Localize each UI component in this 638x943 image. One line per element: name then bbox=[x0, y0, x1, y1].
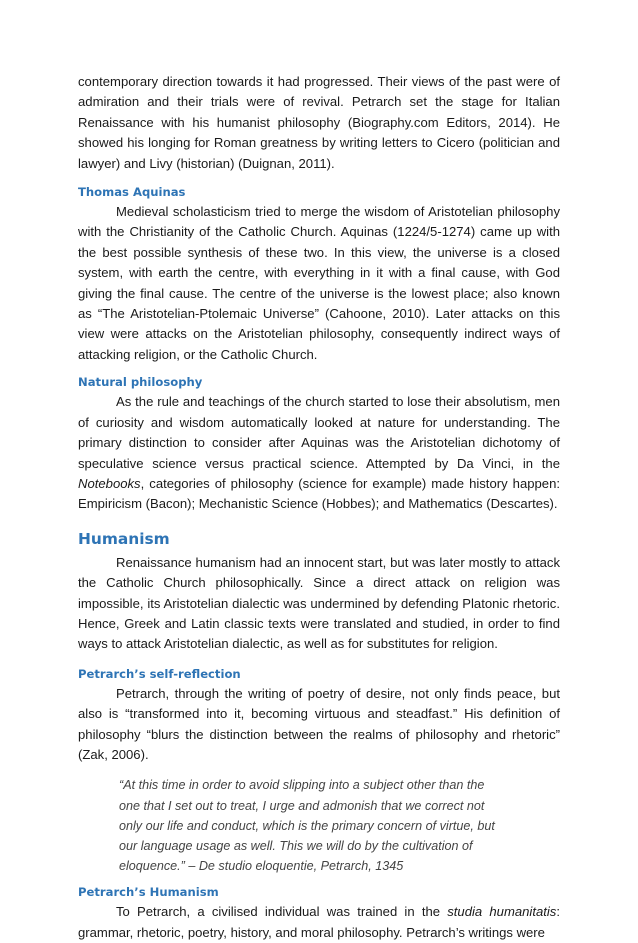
natural-text-before: As the rule and teachings of the church started to lose their absolutism, men of curiosity and wisdom automatically looked at nature for understanding. The primary distinction to consider after Aquinas was the Aristotelian dichotomy of speculative science versus practical science. Attempted by Da Vinci, in the bbox=[78, 394, 560, 471]
heading-petrarch-self-reflection: Petrarch’s self-reflection bbox=[78, 666, 241, 681]
petrarch-humanism-paragraph bbox=[78, 902, 560, 943]
quote-line: our language usage as well. This we will do by the cultivation of bbox=[119, 838, 473, 853]
aquinas-paragraph: Medieval scholasticism tried to merge the wisdom of Aristotelian philosophy with the Christianity of the Catholic Church. Aquinas (1224/5-1274) came up with the best possible synthesis of these two. In this view, the universe is a closed system, with earth the centre, with everything in it with a final cause, with God giving the final cause. The centre of the universe is the lowest place; also known as “The Aristotelian-Ptolemaic Universe” (Cahoone, 2010). Later attacks on this view were attacks on the Aristotelian philosophy, consequently indirect ways of attacking religion, or the Catholic Church. bbox=[78, 204, 560, 362]
self-reflection-paragraph: Petrarch, through the writing of poetry of desire, not only finds peace, but also is “transformed into it, becoming virtuous and steadfast.” His definition of philosophy “blurs the distinction between the realms of philosophy and rhetoric” (Zak, 2006). bbox=[78, 685, 560, 762]
document-page bbox=[78, 72, 560, 943]
heading-thomas-aquinas: Thomas Aquinas bbox=[78, 185, 186, 200]
quote-line: only our life and conduct, which is the primary concern of virtue, but bbox=[119, 818, 495, 833]
quote-line: eloquence.” – De studio eloquentie, Petrarch, 1345 bbox=[119, 859, 404, 874]
studia-humanitatis-term: studia humanitatis bbox=[447, 904, 557, 920]
petrarch-text-after: : grammar, rhetoric, poetry, history, and moral philosophy. Petrarch’s writings were bbox=[78, 904, 560, 940]
block-quote bbox=[119, 775, 519, 876]
heading-humanism: Humanism bbox=[78, 529, 170, 548]
intro-paragraph: contemporary direction towards it had progressed. Their views of the past were of admiration and their trials were of revival. Petrarch set the stage for Italian Renaissance with his humanist philosophy (Biography.com Editors, 2014). He showed his longing for Roman greatness by writing letters to Cicero (politician and lawyer) and Livy (historian) (Duignan, 2011). bbox=[78, 74, 560, 171]
notebooks-title: Notebooks bbox=[78, 475, 141, 491]
humanism-paragraph: Renaissance humanism had an innocent start, but was later mostly to attack the Catholic Church philosophically. Since a direct attack on religion was impossible, its Aristotelian dialectic was undermined by defending Platonic rhetoric. Hence, Greek and Latin classic texts were translated and studied, in order to find ways to attack Aristotelian dialectic, as well as for substitutes for religion. bbox=[78, 554, 560, 652]
quote-line: “At this time in order to avoid slipping into a subject other than the bbox=[119, 778, 485, 793]
natural-text-after: , categories of philosophy (science for example) made history happen: Empiricism (Bacon); Mechanistic Science (Hobbes); and Mathematics (Descartes). bbox=[78, 475, 560, 512]
heading-natural-philosophy: Natural philosophy bbox=[78, 375, 203, 390]
heading-petrarch-humanism: Petrarch’s Humanism bbox=[78, 885, 219, 900]
natural-philosophy-paragraph bbox=[78, 392, 560, 514]
quote-line: one that I set out to treat, I urge and admonish that we correct not bbox=[119, 798, 485, 813]
petrarch-text-before: To Petrarch, a civilised individual was trained in the bbox=[116, 904, 448, 920]
